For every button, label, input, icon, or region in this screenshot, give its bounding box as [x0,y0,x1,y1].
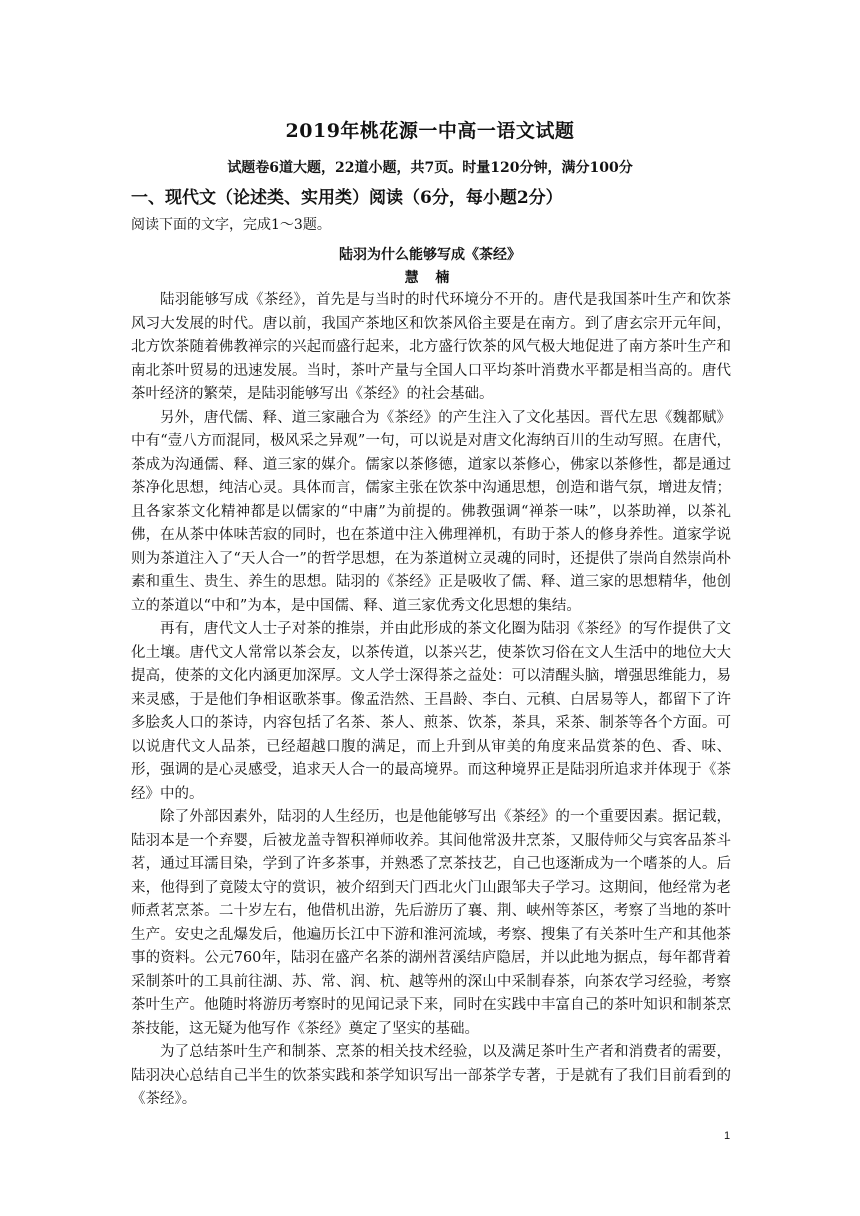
article-paragraph: 再有，唐代文人士子对茶的推崇，并由此形成的茶文化圈为陆羽《茶经》的写作提供了文化土壤。唐代文人常常以茶会友，以茶传道，以茶兴艺，使茶饮习俗在文人生活中的地位大大提高，使茶的文化内涵更加深厚。文人学士深得茶之益处：可以清醒头脑，增强思维能力，易来灵感，于是他们争相讴歌茶事。像孟浩然、王昌龄、李白、元稹、白居易等人，都留下了许多脍炙人口的茶诗，内容包括了名茶、茶人、煎茶、饮茶，茶具，采茶、制茶等各个方面。可以说唐代文人品茶，已经超越口腹的满足，而上升到从审美的角度来品赏茶的色、香、味、形，强调的是心灵感受，追求天人合一的最高境界。而这种境界正是陆羽所追求并体现于《茶经》中的。 [131,621,731,802]
exam-subtitle: 试题卷6道大题，22道小题，共7页。时量120分钟，满分100分 [227,160,633,176]
article-paragraph: 陆羽能够写成《茶经》，首先是与当时的时代环境分不开的。唐代是我国茶叶生产和饮茶风习大发展的时代。唐以前，我国产茶地区和饮茶风俗主要是在南方。到了唐玄宗开元年间，北方饮茶随着佛教禅宗的兴起而盛行起来，北方盛行饮茶的风气极大地促进了南方茶叶生产和南北茶叶贸易的迅速发展。当时，茶叶产量与全国人口平均茶叶消费水平都是相当高的。唐代茶叶经济的繁荣，是陆羽能够写出《茶经》的社会基础。 [131,292,731,402]
article-paragraph: 另外，唐代儒、释、道三家融合为《茶经》的产生注入了文化基因。晋代左思《魏都赋》中有“壹八方而混同，极风采之异观”一句，可以说是对唐文化海纳百川的生动写照。在唐代，茶成为沟通儒、释、道三家的媒介。儒家以茶修德，道家以茶修心，佛家以茶修性，都是通过茶净化思想，纯洁心灵。具体而言，儒家主张在饮茶中沟通思想，创造和谐气氛，增进友情；且各家茶文化精神都是以儒家的“中庸”为前提的。佛教强调“禅茶一味”，以茶助禅，以茶礼佛，在从茶中体味苦寂的同时，也在茶道中注入佛理禅机，有助于茶人的修身养性。道家学说则为茶道注入了“天人合一”的哲学思想，在为茶道树立灵魂的同时，还提供了崇尚自然崇尚朴素和重生、贵生、养生的思想。陆羽的《茶经》正是吸收了儒、释、道三家的思想精华，他创立的茶道以“中和”为本，是中国儒、释、道三家优秀文化思想的集结。 [131,409,731,614]
article-title: 陆羽为什么能够写成《茶经》 [339,247,521,263]
exam-title: 2019年桃花源一中高一语文试题 [285,120,575,142]
article-paragraph: 除了外部因素外，陆羽的人生经历，也是他能够写出《茶经》的一个重要因素。据记载，陆羽本是一个弃婴，后被龙盖寺智积禅师收养。其间他常汲井烹茶，又服侍师父与宾客品茶斗茗，通过耳濡目染，学到了许多茶事，并熟悉了烹茶技艺，自己也逐渐成为一个嗜茶的人。后来，他得到了竟陵太守的赏识，被介绍到天门西北火门山跟邹夫子学习。这期间，他经常为老师煮茗烹茶。二十岁左右，他借机出游，先后游历了襄、荆、峡州等茶区，考察了当地的茶叶生产。安史之乱爆发后，他遍历长江中下游和淮河流域，考察、搜集了有关茶叶生产和其他茶事的资料。公元760年，陆羽在盛产名茶的湖州苕溪结庐隐居，并以此地为据点，每年都背着采制茶叶的工具前往湖、苏、常、润、杭、越等州的深山中采制春茶，向茶农学习经验，考察茶叶生产。他随时将游历考察时的见闻记录下来，同时在实践中丰富自己的茶叶知识和制茶烹茶技能，这无疑为他写作《茶经》奠定了坚实的基础。 [131,809,731,1037]
article-author: 慧 楠 [404,270,456,286]
article-body [131,289,731,1112]
article-paragraph: 为了总结茶叶生产和制茶、烹茶的相关技术经验，以及满足茶叶生产者和消费者的需要，陆羽决心总结自己半生的饮茶实践和茶学知识写出一部茶学专著，于是就有了我们目前看到的《茶经》。 [131,1044,731,1107]
section-instruction: 阅读下面的文字，完成1～3题。 [131,217,331,233]
page-number: 1 [724,1130,731,1142]
section-heading: 一、现代文（论述类、实用类）阅读（6分，每小题2分） [131,188,563,208]
